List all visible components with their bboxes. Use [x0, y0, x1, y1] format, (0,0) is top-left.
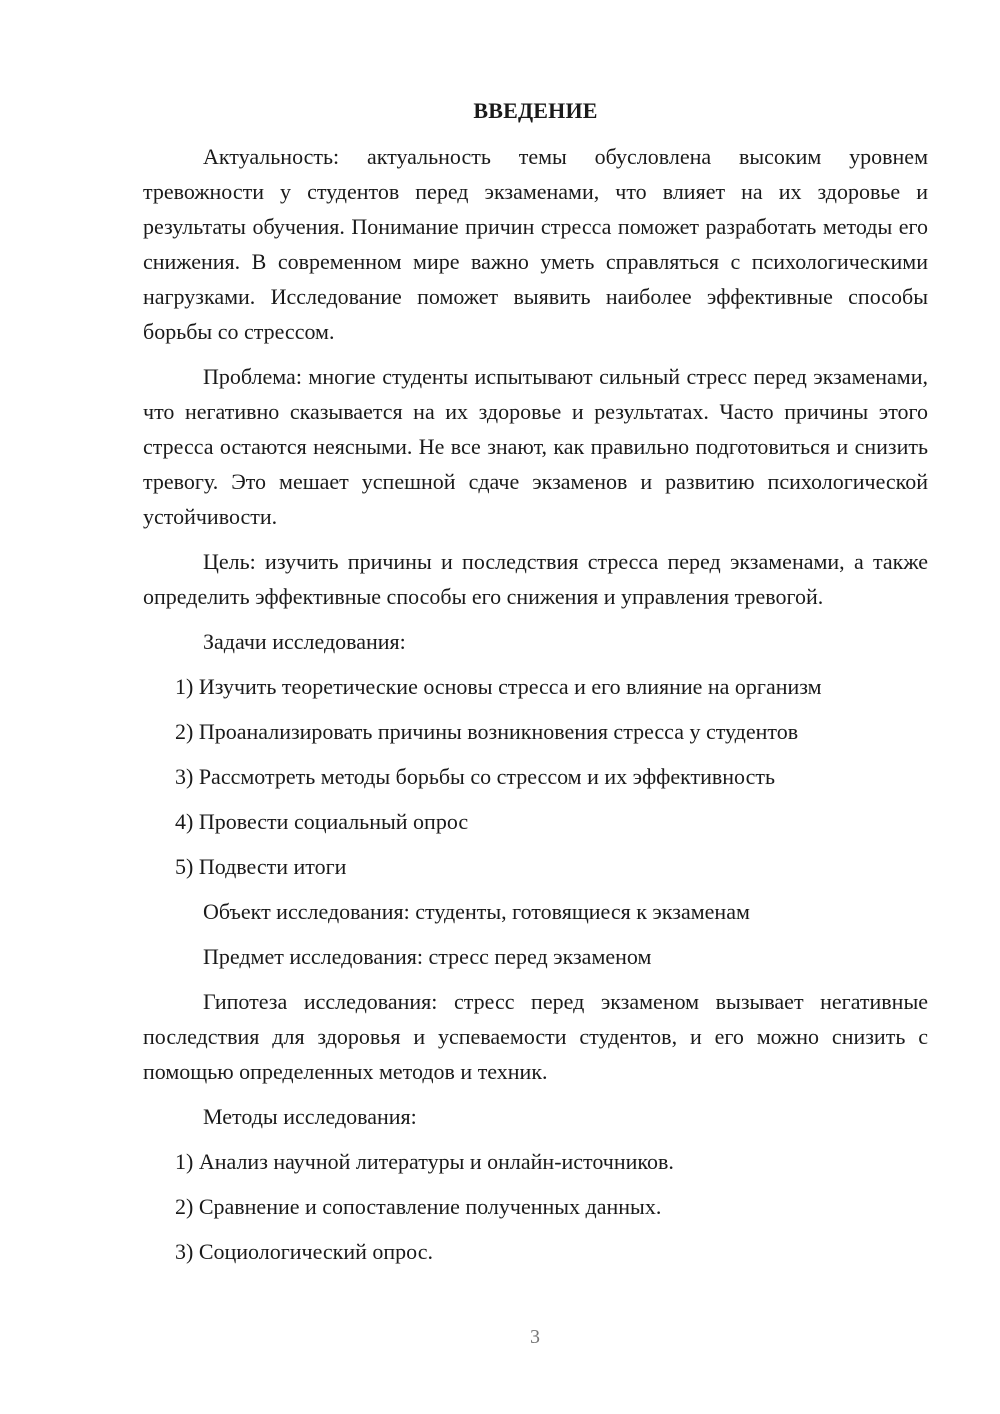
goal-paragraph: Цель: изучить причины и последствия стресса перед экзаменами, а также определить эффективные способы его снижения и управления тревогой.	[143, 549, 928, 609]
method-item: 2) Сравнение и сопоставление полученных данных.	[175, 1194, 662, 1219]
task-item: 1) Изучить теоретические основы стресса и его влияние на организм	[175, 674, 822, 699]
page-content	[143, 96, 928, 1279]
task-item: 5) Подвести итоги	[175, 854, 347, 879]
tasks-heading: Задачи исследования:	[203, 629, 406, 654]
hypothesis-paragraph: Гипотеза исследования: стресс перед экзаменом вызывает негативные последствия для здоровья и успеваемости студентов, и его можно снизить с помощью определенных методов и техник.	[143, 989, 928, 1084]
page-number: 3	[530, 1326, 540, 1348]
tasks-list	[143, 669, 928, 884]
methods-heading: Методы исследования:	[203, 1104, 417, 1129]
method-item: 3) Социологический опрос.	[175, 1239, 433, 1264]
task-item: 4) Провести социальный опрос	[175, 809, 469, 834]
section-title: ВВЕДЕНИЕ	[473, 98, 598, 123]
method-item: 1) Анализ научной литературы и онлайн-источников.	[175, 1149, 674, 1174]
task-item: 3) Рассмотреть методы борьбы со стрессом и их эффективность	[175, 764, 776, 789]
research-object: Объект исследования: студенты, готовящиеся к экзаменам	[203, 899, 750, 924]
task-item: 2) Проанализировать причины возникновения стресса у студентов	[175, 719, 799, 744]
methods-list	[143, 1144, 928, 1269]
relevance-paragraph: Актуальность: актуальность темы обусловлена высоким уровнем тревожности у студентов перед экзаменами, что влияет на их здоровье и результаты обучения. Понимание причин стресса поможет разработать методы его снижения. В современном мире важно уметь справляться с психологическими нагрузками. Исследование поможет выявить наиболее эффективные способы борьбы со стрессом.	[143, 144, 928, 344]
research-subject: Предмет исследования: стресс перед экзаменом	[203, 944, 652, 969]
problem-paragraph: Проблема: многие студенты испытывают сильный стресс перед экзаменами, что негативно сказывается на их здоровье и результатах. Часто причины этого стресса остаются неясными. Не все знают, как правильно подготовиться и снизить тревогу. Это мешает успешной сдаче экзаменов и развитию психологической устойчивости.	[143, 364, 928, 529]
